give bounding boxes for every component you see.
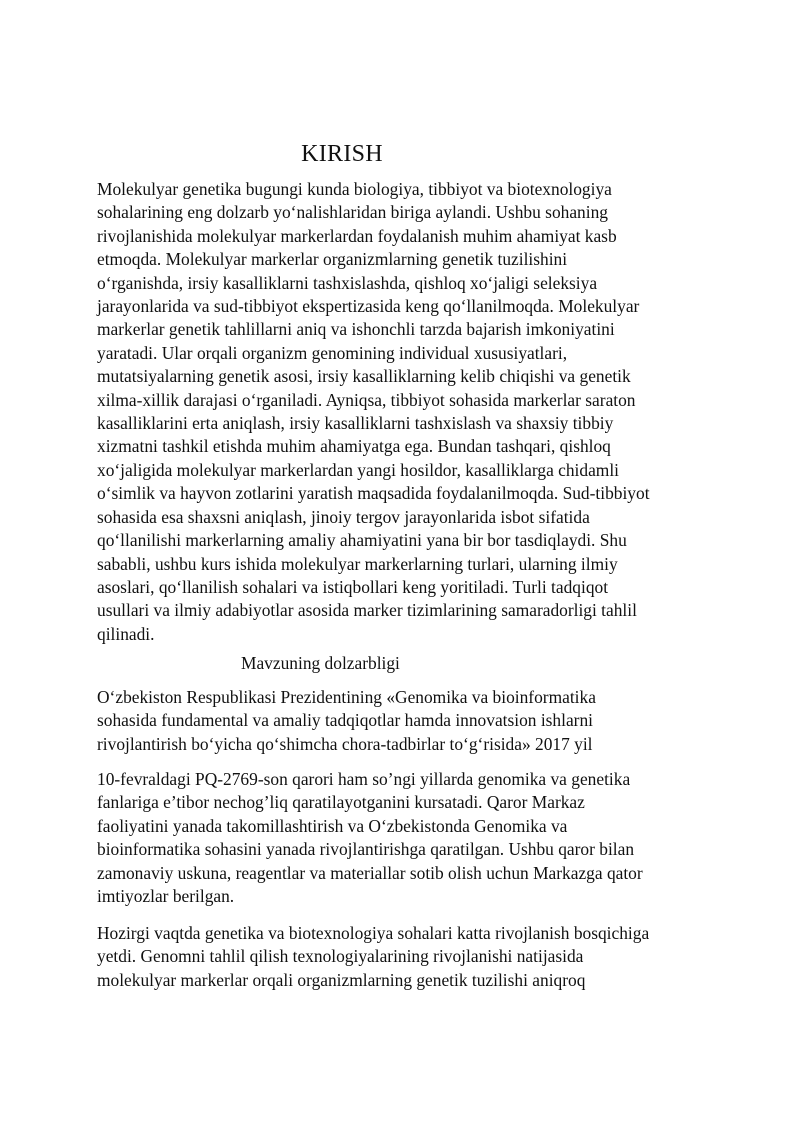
text-line: o‘rganishda, irsiy kasalliklarni tashxislashda, qishloq xo‘jaligi seleksiya [97, 272, 598, 293]
text-line: faoliyatini yanada takomillashtirish va O‘zbekistonda Genomika va [97, 815, 568, 836]
text-line: imtiyozlar berilgan. [97, 886, 235, 907]
text-line: rivojlanishida molekulyar markerlardan foydalanish muhim ahamiyat kasb [97, 225, 617, 246]
text-line: sohasida fundamental va amaliy tadqiqotlar hamda innovatsion ishlarni [97, 710, 593, 731]
text-line: sababli, ushbu kurs ishida molekulyar markerlarning turlari, ularning ilmiy [97, 553, 618, 574]
relevance-paragraph-2 [97, 768, 717, 908]
text-line: zamonaviy uskuna, reagentlar va materiallar sotib olish uchun Markazga qator [97, 862, 643, 883]
text-line: fanlariga e’tibor nechog’liq qaratilayotganini kursatadi. Qaror Markaz [97, 792, 585, 813]
text-line: yetdi. Genomni tahlil qilish texnologiyalarining rivojlanishi natijasida [97, 946, 584, 967]
text-line: mutatsiyalarning genetik asosi, irsiy kasalliklarning kelib chiqishi va genetik [97, 366, 631, 387]
text-line: molekulyar markerlar orqali organizmlarning genetik tuzilishi aniqroq [97, 969, 586, 990]
text-line: etmoqda. Molekulyar markerlar organizmlarning genetik tuzilishini [97, 249, 568, 270]
text-line: xo‘jaligida molekulyar markerlardan yangi hosildor, kasalliklarga chidamli [97, 459, 619, 480]
text-line: o‘simlik va hayvon zotlarini yaratish maqsadida foydalanilmoqda. Sud-tibbiyot [97, 483, 650, 504]
text-line: jarayonlarida va sud-tibbiyot ekspertizasida keng qo‘llanilmoqda. Molekulyar [97, 296, 640, 317]
text-line: 10-fevraldagi PQ-2769-son qarori ham so’ngi yillarda genomika va genetika [97, 769, 631, 789]
current-paragraph [97, 922, 717, 992]
text-line: kasalliklarini erta aniqlash, irsiy kasalliklarni tashxislash va shaxsiy tibbiy [97, 413, 614, 434]
text-line: sohasida esa shaxsni aniqlash, jinoiy tergov jarayonlarida isbot sifatida [97, 506, 590, 527]
text-line: Hozirgi vaqtda genetika va biotexnologiya sohalari katta rivojlanish bosqichiga [97, 923, 650, 943]
text-line: qilinadi. [97, 623, 155, 644]
intro-paragraph [97, 178, 717, 646]
page-title: KIRISH [301, 141, 383, 167]
text-line: rivojlantirish bo‘yicha qo‘shimcha chora-tadbirlar to‘g‘risida» 2017 yil [97, 733, 593, 754]
text-line: xilma-xillik darajasi o‘rganiladi. Ayniqsa, tibbiyot sohasida markerlar saraton [97, 389, 636, 410]
relevance-paragraph-1 [97, 686, 717, 756]
text-line: yaratadi. Ular orqali organizm genomining individual xususiyatlari, [97, 342, 568, 363]
text-line: asoslari, qo‘llanilish sohalari va istiqbollari keng yoritiladi. Turli tadqiqot [97, 576, 609, 597]
text-line: usullari va ilmiy adabiyotlar asosida marker tizimlarining samaradorligi tahlil [97, 600, 637, 621]
text-line: qo‘llanilishi markerlarning amaliy ahamiyatini yana bir bor tasdiqlaydi. Shu [97, 530, 627, 551]
section-subtitle: Mavzuning dolzarbligi [241, 653, 400, 673]
text-line: O‘zbekiston Respublikasi Prezidentining «Genomika va bioinformatika [97, 687, 596, 707]
text-line: xizmatni tashkil etishda muhim ahamiyatga ega. Bundan tashqari, qishloq [97, 436, 611, 457]
text-line: Molekulyar genetika bugungi kunda biologiya, tibbiyot va biotexnologiya [97, 179, 612, 199]
text-line: sohalarining eng dolzarb yo‘nalishlaridan biriga aylandi. Ushbu sohaning [97, 202, 608, 223]
text-line: markerlar genetik tahlillarni aniq va ishonchli tarzda bajarish imkoniyatini [97, 319, 615, 340]
text-line: bioinformatika sohasini yanada rivojlantirishga qaratilgan. Ushbu qaror bilan [97, 839, 635, 860]
